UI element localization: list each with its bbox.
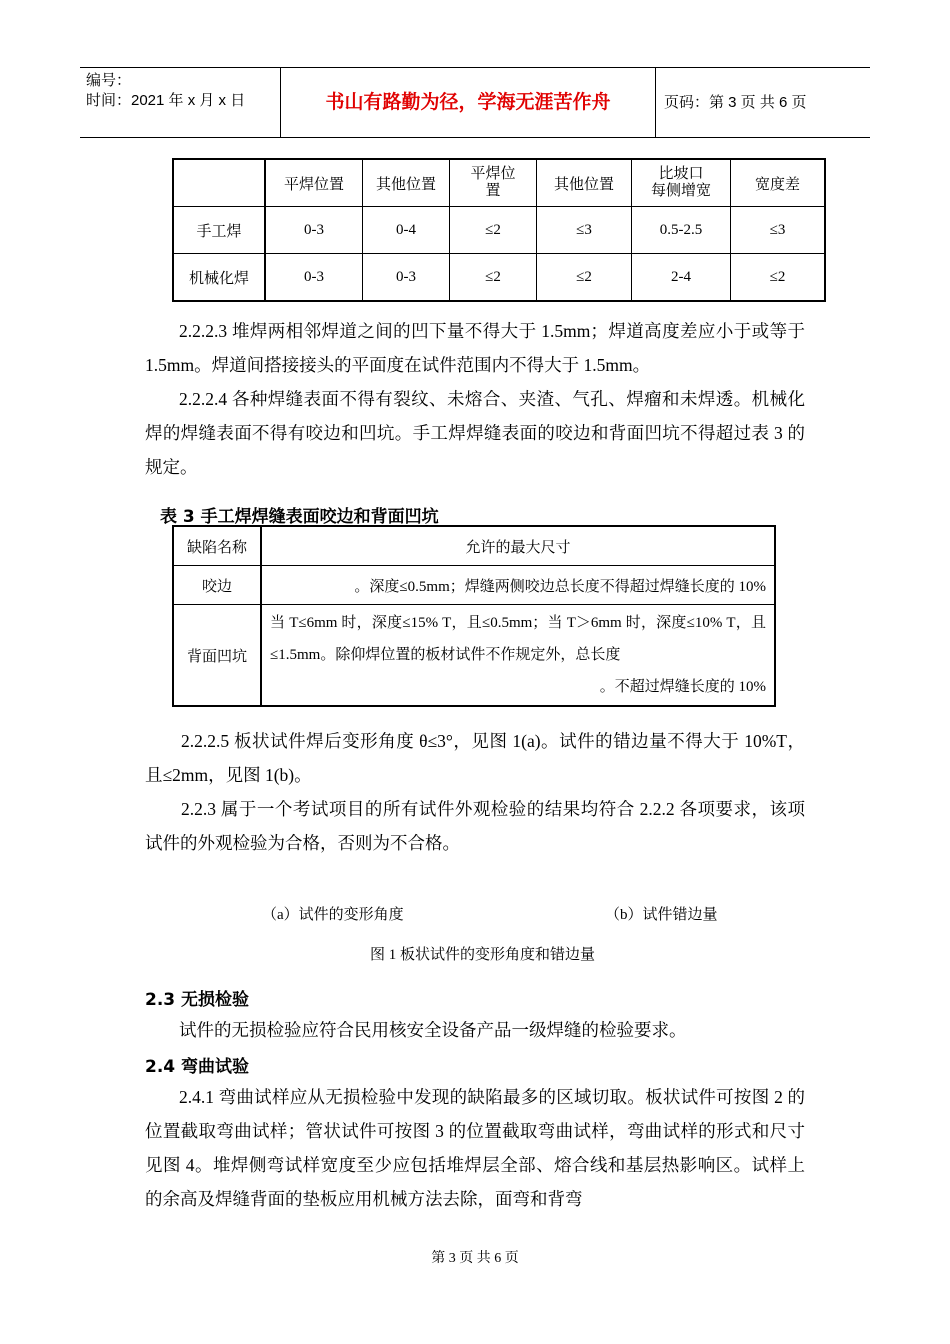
figure1-caption: 图 1 板状试件的变形角度和错边量 (370, 947, 596, 963)
page-footer: 第 3 页 共 6 页 (431, 1251, 519, 1266)
table-cell: 2-4 (632, 254, 731, 302)
paragraph-223: 2.2.3 属于一个考试项目的所有试件外观检验的结果均符合 2.2.2 各项要求，该项试件的外观检验为合格，否则为不合格。 (145, 799, 805, 853)
figure1-subcaption-a: （a）试件的变形角度 (262, 907, 404, 923)
table-row (173, 605, 775, 707)
table-row (173, 566, 775, 605)
table-header-cell: 比坡口 每侧增宽 (632, 159, 731, 207)
defect-table (172, 525, 776, 707)
table-cell: 0-4 (363, 207, 450, 254)
table-row (173, 207, 825, 254)
tolerance-table (172, 158, 826, 302)
table-cell: 0.5-2.5 (632, 207, 731, 254)
header-page-info: 页码：第 3 页 共 6 页 (664, 94, 807, 111)
section-heading-2-4: 2.4 弯曲试验 (145, 1057, 250, 1077)
table-cell: 0-3 (265, 254, 363, 302)
table-header-cell: 宽度差 (731, 159, 826, 207)
table-row (173, 159, 825, 207)
table-cell: ≤2 (731, 254, 826, 302)
table-cell: ≤2 (537, 254, 632, 302)
table-header-cell: 允许的最大尺寸 (261, 526, 775, 566)
table-header-cell: 平焊位置 (265, 159, 363, 207)
table-row (173, 254, 825, 302)
table-cell: 0-3 (363, 254, 450, 302)
table3-caption: 表 3 手工焊焊缝表面咬边和背面凹坑 (160, 507, 439, 527)
header-motto: 书山有路勤为径，学海无涯苦作舟 (281, 68, 656, 137)
page-header (80, 67, 870, 138)
paragraph-23: 试件的无损检验应符合民用核安全设备产品一级焊缝的检验要求。 (179, 1020, 687, 1040)
table-cell (261, 605, 775, 707)
section-heading-2-3: 2.3 无损检验 (145, 990, 250, 1010)
table-header-cell: 其他位置 (537, 159, 632, 207)
row-label: 咬边 (173, 566, 261, 605)
paragraph-241: 2.4.1 弯曲试样应从无损检验中发现的缺陷最多的区域切取。板状试件可按图 2 的位置截取弯曲试样；管状试件可按图 3 的位置截取弯曲试样，弯曲试样的形式和尺寸见图 4。堆焊侧弯试样宽度至少应包括堆焊层全部、熔合线和基层热影响区。试样上的余高及焊缝背面的垫板应用机械方法去除，面弯和背弯 (145, 1087, 805, 1209)
table-cell: ≤2 (450, 254, 537, 302)
table-header-cell: 其他位置 (363, 159, 450, 207)
table-row (173, 526, 775, 566)
row-label: 手工焊 (173, 207, 265, 254)
number-label: 编号： (86, 72, 132, 89)
cell-text-last-line: 。不超过焊缝长度的 10% (599, 679, 766, 695)
table-header-cell: 缺陷名称 (173, 526, 261, 566)
paragraph-2224: 2.2.2.4 各种焊缝表面不得有裂纹、未熔合、夹渣、气孔、焊瘤和未焊透。机械化焊的焊缝表面不得有咬边和凹坑。手工焊焊缝表面的咬边和背面凹坑不得超过表 3 的规定。 (145, 389, 805, 477)
table-cell: ≤3 (537, 207, 632, 254)
cell-text: 当 T≤6mm 时，深度≤15% T，且≤0.5mm；当 T＞6mm 时，深度≤10% T，且≤1.5mm。除仰焊位置的板材试件不作规定外，总长度 (270, 615, 766, 663)
paragraph-2223: 2.2.2.3 堆焊两相邻焊道之间的凹下量不得大于 1.5mm；焊道高度差应小于或等于 1.5mm。焊道间搭接接头的平面度在试件范围内不得大于 1.5mm。 (145, 321, 805, 375)
table-cell: 。深度≤0.5mm；焊缝两侧咬边总长度不得超过焊缝长度的 10% (261, 566, 775, 605)
table-corner-cell (173, 159, 265, 207)
row-label: 机械化焊 (173, 254, 265, 302)
header-meta (80, 68, 281, 137)
figure1-subcaption-b: （b）试件错边量 (605, 907, 718, 923)
row-label: 背面凹坑 (173, 605, 261, 707)
table-cell: ≤3 (731, 207, 826, 254)
table-header-cell: 平焊位 置 (450, 159, 537, 207)
time-label: 时间：2021 年 x 月 x 日 (86, 92, 246, 109)
table-cell: 0-3 (265, 207, 363, 254)
paragraph-2225: 2.2.2.5 板状试件焊后变形角度 θ≤3°，见图 1(a)。试件的错边量不得大于 10%T，且≤2mm，见图 1(b)。 (145, 731, 805, 785)
table-cell: ≤2 (450, 207, 537, 254)
